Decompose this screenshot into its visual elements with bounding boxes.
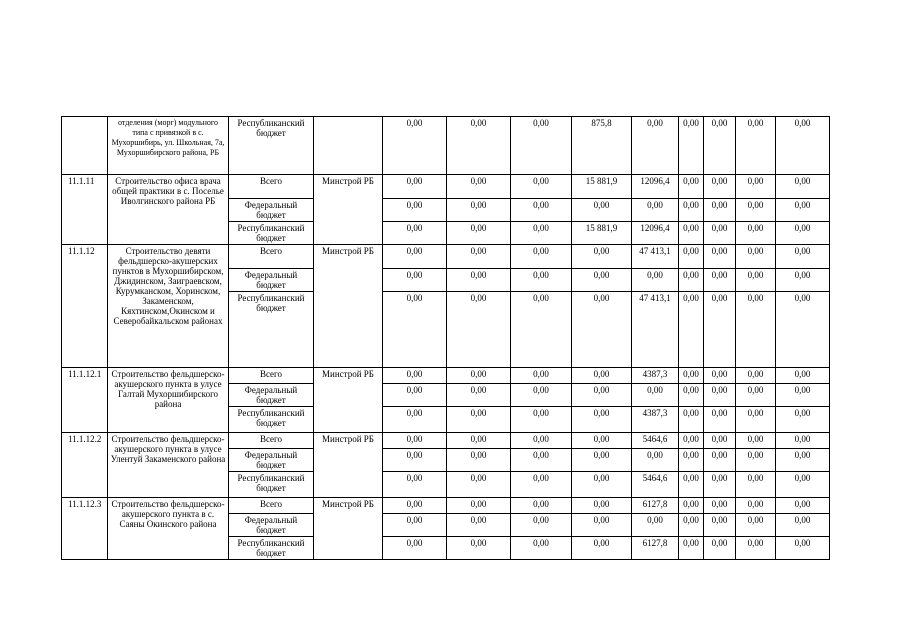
value-cell: 0,00 — [679, 117, 704, 175]
value-cell: 0,00 — [679, 498, 704, 514]
value-cell: 0,00 — [776, 175, 830, 199]
value-cell: 0,00 — [572, 245, 632, 269]
item-code: 11.1.12 — [62, 245, 108, 368]
value-cell: 0,00 — [632, 117, 679, 175]
value-cell: 47 413,1 — [632, 292, 679, 368]
value-cell: 0,00 — [679, 222, 704, 245]
value-cell: 0,00 — [511, 472, 572, 498]
value-cell: 0,00 — [572, 384, 632, 407]
executor: Минстрой РБ — [314, 245, 383, 368]
value-cell: 0,00 — [511, 368, 572, 384]
value-cell: 0,00 — [736, 384, 776, 407]
value-cell: 5464,6 — [632, 433, 679, 449]
executor: Минстрой РБ — [314, 368, 383, 433]
value-cell: 0,00 — [383, 117, 447, 175]
value-cell: 0,00 — [447, 175, 511, 199]
value-cell: 0,00 — [736, 537, 776, 560]
value-cell: 0,00 — [679, 199, 704, 222]
value-cell: 875,8 — [572, 117, 632, 175]
table-row — [62, 245, 830, 269]
value-cell: 0,00 — [736, 117, 776, 175]
value-cell: 47 413,1 — [632, 245, 679, 269]
document-page — [61, 116, 830, 560]
value-cell: 0,00 — [776, 384, 830, 407]
value-cell: 0,00 — [704, 222, 736, 245]
value-cell: 0,00 — [511, 537, 572, 560]
funding-source: Всего — [229, 245, 314, 269]
value-cell: 0,00 — [511, 384, 572, 407]
value-cell: 0,00 — [511, 514, 572, 537]
value-cell: 0,00 — [511, 175, 572, 199]
value-cell: 0,00 — [632, 199, 679, 222]
value-cell: 5464,6 — [632, 472, 679, 498]
item-name: Строительство фельдшерско-акушерского пункта в улусе Галтай Мухоршибирского района — [108, 368, 229, 433]
value-cell: 0,00 — [572, 269, 632, 292]
funding-source: Республиканский бюджет — [229, 472, 314, 498]
value-cell: 0,00 — [511, 117, 572, 175]
value-cell: 0,00 — [736, 514, 776, 537]
item-code: 11.1.12.2 — [62, 433, 108, 498]
value-cell: 0,00 — [383, 368, 447, 384]
funding-source: Федеральный бюджет — [229, 449, 314, 472]
value-cell: 0,00 — [679, 537, 704, 560]
value-cell: 0,00 — [736, 222, 776, 245]
funding-source: Федеральный бюджет — [229, 384, 314, 407]
value-cell: 0,00 — [776, 514, 830, 537]
value-cell: 0,00 — [447, 368, 511, 384]
value-cell: 0,00 — [679, 514, 704, 537]
value-cell: 0,00 — [632, 514, 679, 537]
value-cell: 0,00 — [776, 368, 830, 384]
value-cell: 0,00 — [447, 472, 511, 498]
value-cell: 0,00 — [776, 433, 830, 449]
value-cell: 0,00 — [511, 199, 572, 222]
funding-source: Федеральный бюджет — [229, 269, 314, 292]
item-name: Строительство фельдшерско-акушерского пункта в улусе Улентуй Закаменского района — [108, 433, 229, 498]
value-cell: 4387,3 — [632, 407, 679, 433]
value-cell: 0,00 — [776, 292, 830, 368]
item-name: отделения (морг) модульного типа с привязкой в с. Мухоршибирь, ул. Школьная, 7а, Мухоршибирского района, РБ — [108, 117, 229, 175]
value-cell: 0,00 — [736, 433, 776, 449]
value-cell: 0,00 — [704, 498, 736, 514]
value-cell: 0,00 — [383, 514, 447, 537]
value-cell: 0,00 — [736, 269, 776, 292]
table-body — [62, 117, 830, 560]
value-cell: 0,00 — [776, 472, 830, 498]
value-cell: 0,00 — [776, 449, 830, 472]
item-code: 11.1.12.1 — [62, 368, 108, 433]
value-cell: 0,00 — [679, 472, 704, 498]
value-cell: 0,00 — [704, 245, 736, 269]
value-cell: 0,00 — [572, 407, 632, 433]
item-name: Строительство фельдшерско-акушерского пункта в с. Саяны Окинского района — [108, 498, 229, 560]
item-code — [62, 117, 108, 175]
value-cell: 0,00 — [736, 498, 776, 514]
value-cell: 0,00 — [511, 292, 572, 368]
value-cell: 0,00 — [704, 449, 736, 472]
value-cell: 0,00 — [704, 433, 736, 449]
table-row — [62, 117, 830, 175]
value-cell: 0,00 — [383, 199, 447, 222]
value-cell: 0,00 — [383, 384, 447, 407]
value-cell: 0,00 — [511, 269, 572, 292]
value-cell: 0,00 — [511, 433, 572, 449]
value-cell: 0,00 — [736, 245, 776, 269]
value-cell: 15 881,9 — [572, 175, 632, 199]
value-cell: 0,00 — [572, 514, 632, 537]
funding-source: Федеральный бюджет — [229, 199, 314, 222]
value-cell: 0,00 — [447, 498, 511, 514]
funding-source: Республиканский бюджет — [229, 407, 314, 433]
executor: Минстрой РБ — [314, 175, 383, 245]
value-cell: 0,00 — [776, 498, 830, 514]
value-cell: 12096,4 — [632, 222, 679, 245]
value-cell: 0,00 — [704, 514, 736, 537]
value-cell: 0,00 — [447, 117, 511, 175]
value-cell: 0,00 — [383, 222, 447, 245]
item-code: 11.1.11 — [62, 175, 108, 245]
value-cell: 0,00 — [572, 433, 632, 449]
value-cell: 0,00 — [736, 292, 776, 368]
value-cell: 0,00 — [632, 449, 679, 472]
value-cell: 0,00 — [383, 472, 447, 498]
value-cell: 0,00 — [704, 117, 736, 175]
value-cell: 0,00 — [383, 537, 447, 560]
value-cell: 0,00 — [679, 368, 704, 384]
value-cell: 0,00 — [736, 407, 776, 433]
value-cell: 0,00 — [383, 175, 447, 199]
value-cell: 0,00 — [736, 449, 776, 472]
funding-source: Республиканский бюджет — [229, 292, 314, 368]
value-cell: 0,00 — [447, 407, 511, 433]
value-cell: 0,00 — [679, 407, 704, 433]
value-cell: 0,00 — [679, 449, 704, 472]
value-cell: 0,00 — [776, 222, 830, 245]
value-cell: 4387,3 — [632, 368, 679, 384]
value-cell: 0,00 — [704, 384, 736, 407]
value-cell: 0,00 — [736, 175, 776, 199]
value-cell: 0,00 — [447, 449, 511, 472]
funding-source: Республиканский бюджет — [229, 117, 314, 175]
value-cell: 0,00 — [736, 368, 776, 384]
value-cell: 0,00 — [704, 199, 736, 222]
value-cell: 0,00 — [776, 537, 830, 560]
value-cell: 0,00 — [447, 222, 511, 245]
funding-source: Федеральный бюджет — [229, 514, 314, 537]
item-code: 11.1.12.3 — [62, 498, 108, 560]
value-cell: 15 881,9 — [572, 222, 632, 245]
funding-source: Всего — [229, 433, 314, 449]
value-cell: 0,00 — [704, 407, 736, 433]
table-row — [62, 498, 830, 514]
value-cell: 0,00 — [447, 292, 511, 368]
value-cell: 0,00 — [704, 537, 736, 560]
value-cell: 0,00 — [572, 368, 632, 384]
value-cell: 0,00 — [511, 222, 572, 245]
value-cell: 0,00 — [511, 245, 572, 269]
value-cell: 0,00 — [679, 175, 704, 199]
value-cell: 6127,8 — [632, 537, 679, 560]
value-cell: 0,00 — [632, 384, 679, 407]
value-cell: 0,00 — [679, 384, 704, 407]
funding-source: Республиканский бюджет — [229, 222, 314, 245]
value-cell: 0,00 — [776, 117, 830, 175]
value-cell: 0,00 — [679, 433, 704, 449]
value-cell: 0,00 — [572, 472, 632, 498]
value-cell: 0,00 — [447, 245, 511, 269]
value-cell: 0,00 — [572, 498, 632, 514]
funding-source: Республиканский бюджет — [229, 537, 314, 560]
table-row — [62, 368, 830, 384]
value-cell: 0,00 — [679, 292, 704, 368]
value-cell: 0,00 — [383, 498, 447, 514]
item-name: Строительство офиса врача общей практики в с. Поселье Иволгинского района РБ — [108, 175, 229, 245]
value-cell: 0,00 — [447, 269, 511, 292]
value-cell: 0,00 — [383, 449, 447, 472]
value-cell: 0,00 — [572, 199, 632, 222]
value-cell: 0,00 — [704, 292, 736, 368]
value-cell: 0,00 — [736, 199, 776, 222]
table-row — [62, 175, 830, 199]
executor — [314, 117, 383, 175]
value-cell: 0,00 — [511, 407, 572, 433]
value-cell: 0,00 — [572, 449, 632, 472]
value-cell: 0,00 — [572, 292, 632, 368]
item-name: Строительство девяти фельдшерско-акушерских пунктов в Мухоршибирском, Джидинском, Заиграевском, Курумканском, Хоринском, Закаменском, Кяхтинском,Окинском и Северобайкальском районах — [108, 245, 229, 368]
value-cell: 0,00 — [776, 199, 830, 222]
value-cell: 0,00 — [383, 269, 447, 292]
value-cell: 0,00 — [511, 498, 572, 514]
funding-source: Всего — [229, 368, 314, 384]
value-cell: 0,00 — [704, 472, 736, 498]
value-cell: 0,00 — [736, 472, 776, 498]
value-cell: 0,00 — [447, 433, 511, 449]
value-cell: 6127,8 — [632, 498, 679, 514]
funding-source: Всего — [229, 498, 314, 514]
value-cell: 0,00 — [704, 175, 736, 199]
table-row — [62, 433, 830, 449]
value-cell: 0,00 — [447, 537, 511, 560]
value-cell: 0,00 — [383, 245, 447, 269]
value-cell: 0,00 — [679, 269, 704, 292]
value-cell: 0,00 — [704, 368, 736, 384]
value-cell: 0,00 — [572, 537, 632, 560]
value-cell: 0,00 — [447, 514, 511, 537]
value-cell: 0,00 — [776, 407, 830, 433]
value-cell: 0,00 — [776, 245, 830, 269]
executor: Минстрой РБ — [314, 433, 383, 498]
funding-source: Всего — [229, 175, 314, 199]
value-cell: 12096,4 — [632, 175, 679, 199]
value-cell: 0,00 — [383, 407, 447, 433]
value-cell: 0,00 — [776, 269, 830, 292]
value-cell: 0,00 — [679, 245, 704, 269]
executor: Минстрой РБ — [314, 498, 383, 560]
value-cell: 0,00 — [383, 292, 447, 368]
value-cell: 0,00 — [632, 269, 679, 292]
value-cell: 0,00 — [511, 449, 572, 472]
value-cell: 0,00 — [383, 433, 447, 449]
value-cell: 0,00 — [447, 384, 511, 407]
value-cell: 0,00 — [447, 199, 511, 222]
budget-table — [61, 116, 830, 560]
value-cell: 0,00 — [704, 269, 736, 292]
